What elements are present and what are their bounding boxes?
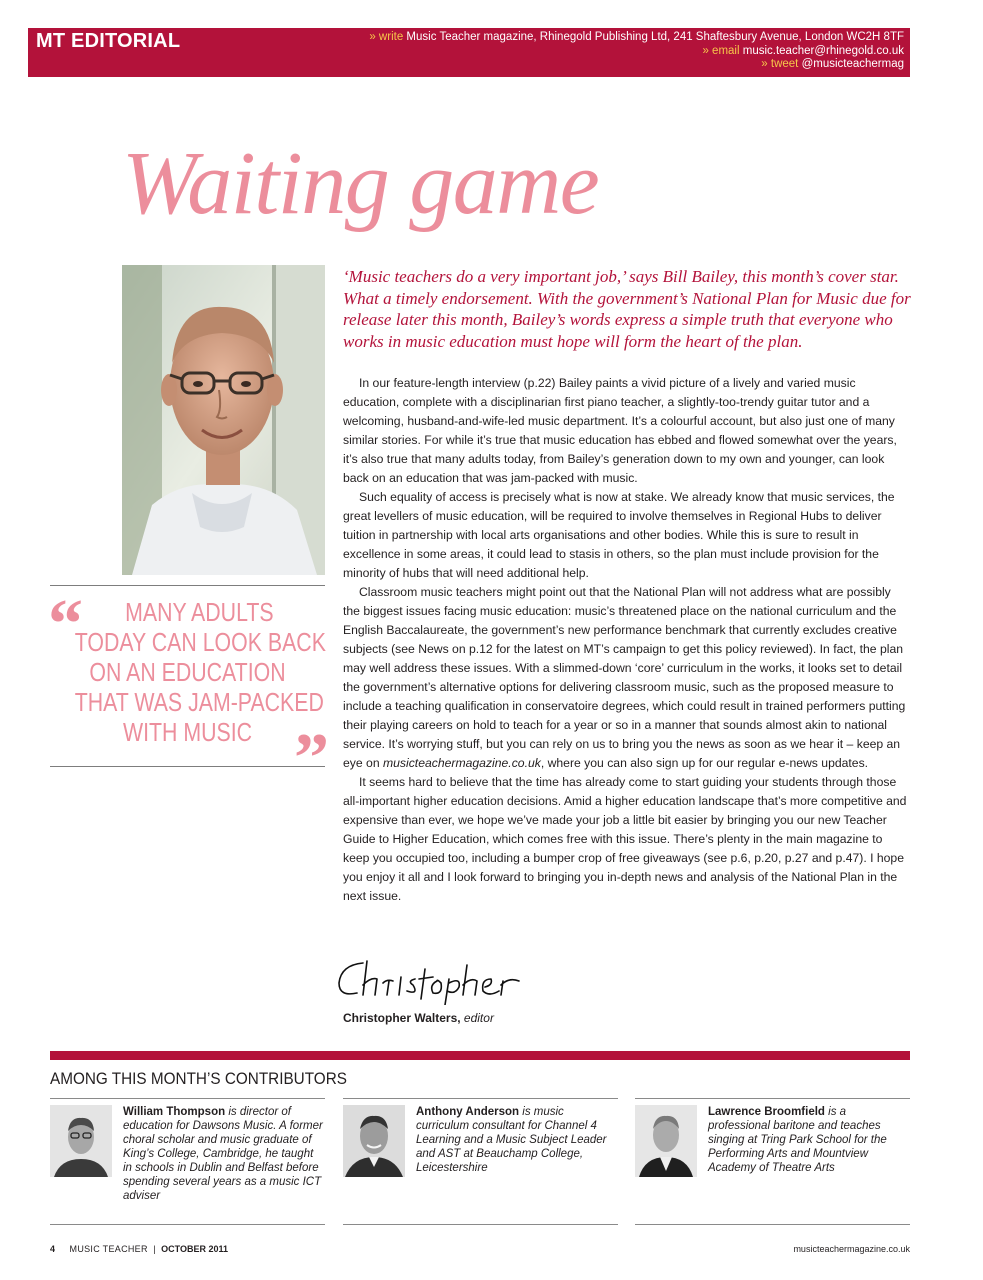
publication-name: MUSIC TEACHER	[69, 1244, 148, 1254]
website-link[interactable]: musicteachermagazine.co.uk	[382, 756, 541, 770]
contact-email	[369, 45, 904, 59]
pull-quote-text	[74, 597, 326, 747]
contact-details	[369, 31, 904, 72]
contributors-divider	[50, 1051, 910, 1060]
page-title: Waiting game	[122, 134, 599, 233]
contact-tweet	[369, 58, 904, 72]
contributor-name: Lawrence Broomfield	[708, 1106, 825, 1118]
contributor-bio	[123, 1105, 323, 1203]
contributor-card	[635, 1098, 910, 1225]
editor-sign-off	[343, 1011, 494, 1025]
editor-portrait-photo	[122, 265, 325, 575]
footer-separator: |	[153, 1244, 156, 1254]
pull-quote-line: THAT WAS JAM-PACKED	[74, 687, 324, 717]
contributor-card	[50, 1098, 325, 1225]
body-paragraph: It seems hard to believe that the time has already come to start guiding your students through those all-important higher education decisions. Amid a higher education landscape that’s more competitive and expensive than ever, we hope we’ve made your job a little bit easier by bringing you our new Teacher Guide to Higher Education, which comes free with this issue. There’s plenty in the main magazine to keep you occupied too, including a bumper crop of free giveaways (see p.6, p.20, p.27 and p.47). I hope you enjoy it all and I look forward to bringing you in-depth news and analysis of the National Plan in the next issue.	[343, 775, 907, 903]
pull-quote-line: TODAY CAN LOOK BACK	[74, 627, 326, 657]
contributors-heading: AMONG THIS MONTH’S CONTRIBUTORS	[50, 1069, 347, 1088]
pull-quote-line: WITH MUSIC	[122, 717, 253, 747]
page-number: 4	[50, 1244, 56, 1254]
email-link[interactable]: music.teacher@rhinegold.co.uk	[742, 44, 904, 57]
twitter-link[interactable]: @musicteachermag	[801, 58, 904, 70]
article-body	[343, 374, 911, 906]
contributor-description: is a professional baritone and teaches singing at Tring Park School for the Performing Arts and Mountview Academy of Theatre Arts	[708, 1106, 887, 1174]
contributor-card	[343, 1098, 618, 1225]
contact-keyword: » email	[702, 44, 740, 57]
paragraph-text: , where you can also sign up for our regular e-news updates.	[540, 756, 869, 770]
open-quote-icon: “	[48, 586, 83, 663]
section-banner	[28, 28, 910, 77]
paragraph-text: Classroom music teachers might point out that the National Plan will not address what are possibly the biggest issues facing music education: music’s threatened place on the national curriculum and the English Baccalaureate, the government’s new performance benchmark that currently excludes creative subjects (see News on p.12 for the latest on MT’s campaign to get this policy reviewed). In fact, the plan may well address these issues. With a slimmed-down ‘core’ curriculum in the works, it looks set to detail the government’s alternative options for delivering classroom music, such as the proposed measure to include a teaching qualification in conservatoire degrees, which could result in trained performers putting their playing careers on hold to teach for a year or so in a manner that sounds almost akin to national service. It’s worrying stuff, but you can rely on us to bring you the news as soon as we hear it – keep an eye on	[343, 585, 906, 770]
pull-quote-line: ON AN EDUCATION	[89, 657, 286, 687]
issue-date: OCTOBER 2011	[161, 1244, 229, 1254]
contact-value: Music Teacher magazine, Rhinegold Publishing Ltd, 241 Shaftesbury Avenue, London WC2H 8TF	[406, 31, 904, 43]
contributor-description: is music curriculum consultant for Channel 4 Learning and a Music Subject Leader and AST at Beauchamp College, Leicestershire	[416, 1106, 607, 1174]
editor-name: Christopher Walters,	[343, 1011, 461, 1025]
footer-website-link[interactable]: musicteachermagazine.co.uk	[793, 1244, 910, 1254]
contributor-photo	[343, 1105, 405, 1177]
contact-write	[369, 31, 904, 45]
editor-role: editor	[463, 1011, 494, 1025]
article-standfirst: ‘Music teachers do a very important job,’ says Bill Bailey, this month’s cover star. What a timely endorsement. With the government’s National Plan for Music due for release later this month, Bailey’s words express a simple truth that everyone who works in music education must hope will form the heart of the plan.	[343, 267, 911, 351]
contributor-description: is director of education for Dawsons Music. A former choral scholar and music graduate of King’s College, Cambridge, he taught in schools in Dublin and Belfast before spending several years as a music ICT adviser	[123, 1106, 323, 1202]
section-label: MT EDITORIAL	[36, 30, 181, 52]
page-footer	[50, 1244, 910, 1254]
body-paragraph: In our feature-length interview (p.22) Bailey paints a vivid picture of a lively and varied music education, complete with a disciplinarian first piano teacher, a slightly-too-trendy guitar tutor and a welcoming, husband-and-wife-led music department. It’s a colourful account, but also just one of many similar stories. For while it’s true that music education has ebbed and flowed somewhat over the years, it’s also true that many adults today, from Bailey’s generation down to my own and younger, can look back on an education that was jam-packed with music.	[343, 376, 897, 485]
contact-keyword: » tweet	[761, 58, 799, 70]
contributor-name: William Thompson	[123, 1106, 226, 1118]
pull-quote	[48, 585, 329, 797]
close-quote-icon: ”	[294, 720, 329, 797]
body-paragraph: Such equality of access is precisely what is now at stake. We already know that music services, the great levellers of music education, will be required to involve themselves in Regional Hubs to deliver tuition in partnership with local arts organisations and other bodies. While this is sure to result in excellence in some areas, it could lead to stasis in others, so the plan must include provision for the minority of hubs that will need additional help.	[343, 490, 895, 580]
body-paragraph	[343, 583, 911, 773]
contributor-photo	[635, 1105, 697, 1177]
contributor-photo	[50, 1105, 112, 1177]
contributor-name: Anthony Anderson	[416, 1106, 520, 1118]
editor-signature	[333, 955, 563, 1010]
contact-keyword: » write	[369, 31, 404, 43]
pull-quote-line: MANY ADULTS	[101, 597, 274, 627]
contributor-bio	[708, 1105, 908, 1175]
contributor-bio	[416, 1105, 616, 1175]
